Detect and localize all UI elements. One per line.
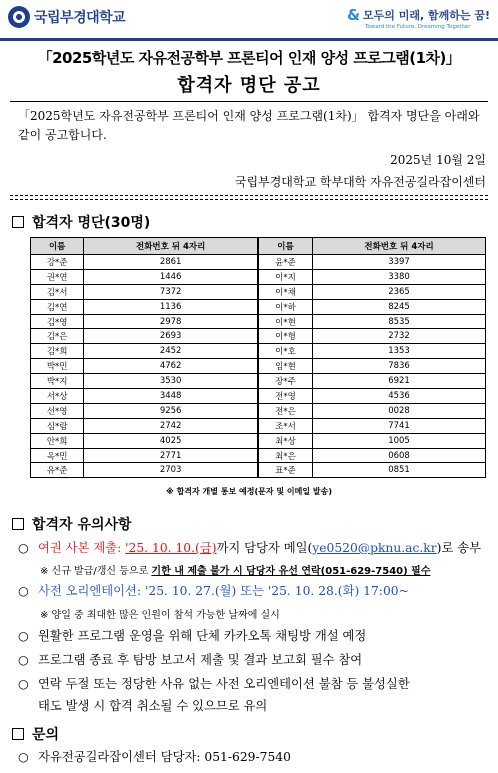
section-notice-title: 합격자 유의사항 — [12, 514, 132, 534]
cell-name: 이*지 — [258, 269, 313, 284]
bullet-icon: ○ — [18, 750, 29, 764]
cell-name: 강*준 — [31, 255, 84, 270]
announcement-sender: 국립부경대학교 학부대학 자유전공길라잡이센터 — [234, 175, 486, 189]
ampersand-icon: & — [346, 6, 361, 24]
cell-phone-last4: 7836 — [313, 359, 486, 374]
cell-name: 김*서 — [31, 284, 84, 299]
bullet-icon: ○ — [18, 541, 29, 555]
cell-name: 전*은 — [258, 403, 313, 418]
table-row — [31, 448, 486, 463]
cell-phone-last4: 1136 — [84, 299, 258, 314]
cell-name: 옥*민 — [31, 448, 84, 463]
cell-phone-last4: 2861 — [84, 255, 258, 270]
university-logo[interactable] — [8, 6, 125, 28]
announcement-date: 2025년 10월 2일 — [390, 153, 486, 167]
roster-table — [30, 237, 486, 478]
cell-phone-last4: 2365 — [313, 284, 486, 299]
cell-phone-last4: 2693 — [84, 329, 258, 344]
section-contact-title: 문의 — [12, 724, 59, 744]
table-row — [31, 299, 486, 314]
cell-name: 선*영 — [31, 403, 84, 418]
cell-phone-last4: 3397 — [313, 255, 486, 270]
page-title: 「2025학년도 자유전공학부 프론티어 인재 양성 프로그램(1차)」 — [37, 49, 461, 67]
section-roster-title: 합격자 명단(30명) — [12, 212, 150, 232]
cell-name: 박*민 — [31, 359, 84, 374]
intro-text: 「2025학년도 자유전공학부 프론티어 인재 양성 프로그램(1차)」 합격자 명단을 아래와 같이 공고합니다. — [18, 109, 480, 142]
title-divider — [10, 101, 488, 102]
column-header: 이름 — [31, 238, 84, 255]
bullet-icon: ○ — [18, 653, 29, 667]
cell-name: 전*영 — [258, 389, 313, 404]
cell-phone-last4: 1353 — [313, 344, 486, 359]
header-divider — [0, 38, 498, 41]
slogan — [347, 6, 490, 30]
cell-name: 조*서 — [258, 418, 313, 433]
cell-phone-last4: 4762 — [84, 359, 258, 374]
bullet-icon: ○ — [18, 584, 29, 598]
cell-name: 임*현 — [258, 359, 313, 374]
cell-phone-last4: 4025 — [84, 433, 258, 448]
list-item: ○ 원활한 프로그램 운영을 위해 단체 카카오톡 채팅방 개설 예정 — [18, 626, 493, 647]
bullet-icon: ○ — [18, 677, 29, 691]
cell-name: 표*준 — [258, 463, 313, 478]
cell-name: 이*형 — [258, 329, 313, 344]
cell-phone-last4: 9256 — [84, 403, 258, 418]
bullet-icon: ○ — [18, 629, 29, 643]
cell-name: 박*지 — [31, 374, 84, 389]
cell-name: 최*상 — [258, 433, 313, 448]
email-link[interactable]: ye0520@pknu.ac.kr — [312, 541, 437, 555]
table-header-row — [31, 238, 486, 255]
list-item: ○ 프로그램 종료 후 탐방 보고서 제출 및 결과 보고회 필수 참여 — [18, 650, 493, 671]
cell-phone-last4: 3448 — [84, 389, 258, 404]
header — [0, 0, 498, 40]
checkbox-square-icon — [12, 728, 24, 740]
slogan-text: 모두의 미래, 함께하는 꿈! — [363, 9, 490, 22]
cell-phone-last4: 0851 — [313, 463, 486, 478]
table-row — [31, 403, 486, 418]
table-row — [31, 255, 486, 270]
cell-phone-last4: 4536 — [313, 389, 486, 404]
cell-name: 김*연 — [31, 299, 84, 314]
table-row — [31, 374, 486, 389]
table-row — [31, 389, 486, 404]
table-row — [31, 344, 486, 359]
table-row — [31, 433, 486, 448]
item-label: 여권 사본 제출: — [38, 541, 126, 555]
list-item — [18, 581, 493, 602]
list-note: ※ 양일 중 최대한 많은 인원이 참석 가능한 날짜에 실시 — [40, 610, 280, 621]
cell-name: 김*희 — [31, 344, 84, 359]
column-header: 전화번호 뒤 4자리 — [84, 238, 258, 255]
cell-phone-last4: 3380 — [313, 269, 486, 284]
column-header: 이름 — [258, 238, 313, 255]
logo-text: 국립부경대학교 — [34, 10, 126, 26]
cell-phone-last4: 0028 — [313, 403, 486, 418]
checkbox-square-icon — [12, 216, 24, 228]
cell-name: 권*연 — [31, 269, 84, 284]
list-item: ○ 연락 두절 또는 정당한 사유 없는 사전 오리엔테이션 불참 등 불성실한 — [18, 674, 493, 695]
table-row — [31, 314, 486, 329]
table-row — [31, 269, 486, 284]
table-note: ※ 합격자 개별 통보 예정(문자 및 이메일 발송) — [166, 487, 332, 496]
list-note: ※ 신규 발급/갱신 등으로 기한 내 제출 불가 시 담당자 유선 연락(051-629-7540) 필수 — [40, 566, 431, 577]
table-row — [31, 329, 486, 344]
cell-phone-last4: 3530 — [84, 374, 258, 389]
cell-name: 장*주 — [258, 374, 313, 389]
cell-phone-last4: 8245 — [313, 299, 486, 314]
cell-phone-last4: 0608 — [313, 448, 486, 463]
cell-name: 심*람 — [31, 418, 84, 433]
cell-name: 안*희 — [31, 433, 84, 448]
cell-name: 이*현 — [258, 314, 313, 329]
cell-phone-last4: 1446 — [84, 269, 258, 284]
table-row — [31, 463, 486, 478]
cell-name: 김*은 — [31, 329, 84, 344]
orientation-text: 사전 오리엔테이션: '25. 10. 27.(월) 또는 '25. 10. 28.(화) 17:00~ — [38, 584, 409, 598]
cell-phone-last4: 2742 — [84, 418, 258, 433]
checkbox-square-icon — [12, 518, 24, 530]
table-row — [31, 284, 486, 299]
table-row — [31, 418, 486, 433]
list-item: ○ 여권 사본 제출: '25. 10. 10.(금)까지 담당자 메일(ye0520@pknu.ac.kr)로 송부 — [18, 538, 493, 559]
cell-name: 최*은 — [258, 448, 313, 463]
list-item-continuation: 태도 발생 시 합격 취소될 수 있으므로 유의 — [38, 699, 268, 713]
cell-phone-last4: 7372 — [84, 284, 258, 299]
cell-phone-last4: 8535 — [313, 314, 486, 329]
cell-phone-last4: 2771 — [84, 448, 258, 463]
cell-name: 윤*준 — [258, 255, 313, 270]
table-row — [31, 359, 486, 374]
note-emphasis: 기한 내 제출 불가 시 담당자 유선 연락(051-629-7540) 필수 — [151, 566, 431, 577]
emblem-icon — [8, 6, 30, 28]
page-subtitle: 합격자 명단 공고 — [177, 75, 321, 96]
slogan-sub: Toward the Future, Dreaming Together — [364, 24, 471, 30]
cell-name: 이*하 — [258, 299, 313, 314]
cell-name: 이*채 — [258, 284, 313, 299]
cell-phone-last4: 7741 — [313, 418, 486, 433]
cell-phone-last4: 2452 — [84, 344, 258, 359]
cell-name: 유*준 — [31, 463, 84, 478]
column-header: 전화번호 뒤 4자리 — [313, 238, 486, 255]
cell-name: 서*상 — [31, 389, 84, 404]
cell-phone-last4: 2732 — [313, 329, 486, 344]
cell-name: 김*영 — [31, 314, 84, 329]
list-item — [18, 747, 493, 768]
cell-phone-last4: 1005 — [313, 433, 486, 448]
deadline-date: '25. 10. 10.(금) — [125, 541, 217, 555]
cell-phone-last4: 2703 — [84, 463, 258, 478]
cell-phone-last4: 6921 — [313, 374, 486, 389]
cell-phone-last4: 2978 — [84, 314, 258, 329]
cell-name: 이*호 — [258, 344, 313, 359]
double-divider — [10, 195, 488, 200]
contact-text: 자유전공길라잡이센터 담당자: 051-629-7540 — [38, 750, 291, 764]
